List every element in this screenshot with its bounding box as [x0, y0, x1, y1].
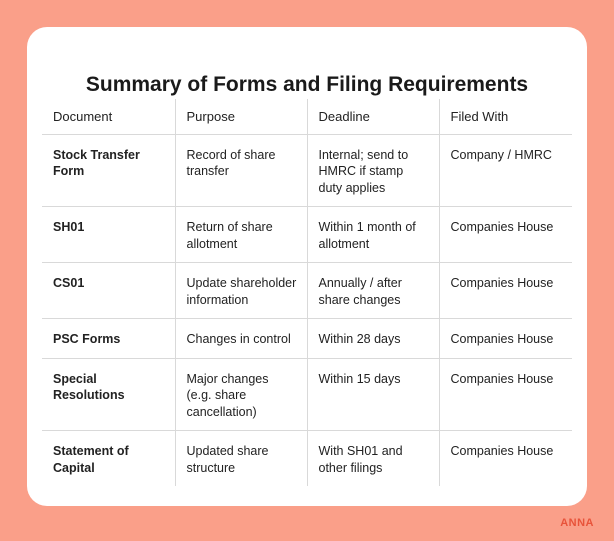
table-row [42, 358, 572, 431]
cell-purpose: Updated share structure [175, 431, 307, 487]
summary-card [27, 27, 587, 506]
cell-filed-with: Companies House [439, 319, 572, 359]
table-row [42, 319, 572, 359]
table-row [42, 263, 572, 319]
cell-document: PSC Forms [42, 319, 175, 359]
cell-purpose: Return of share allotment [175, 207, 307, 263]
header-filed-with: Filed With [439, 99, 572, 134]
header-purpose: Purpose [175, 99, 307, 134]
table-row [42, 134, 572, 207]
cell-deadline: With SH01 and other filings [307, 431, 439, 487]
cell-filed-with: Companies House [439, 263, 572, 319]
header-document: Document [42, 99, 175, 134]
cell-document: Special Resolutions [42, 358, 175, 431]
brand-logo: ANNA [560, 517, 594, 529]
header-deadline: Deadline [307, 99, 439, 134]
cell-deadline: Internal; send to HMRC if stamp duty applies [307, 134, 439, 207]
table-row [42, 207, 572, 263]
cell-purpose: Record of share transfer [175, 134, 307, 207]
table-row [42, 431, 572, 487]
table-header-row [42, 99, 572, 134]
page-title: Summary of Forms and Filing Requirements [85, 73, 529, 96]
cell-filed-with: Companies House [439, 431, 572, 487]
cell-document: Statement of Capital [53, 444, 129, 475]
cell-filed-with: Company / HMRC [439, 134, 572, 207]
cell-purpose: Update shareholder information [175, 263, 307, 319]
cell-document: Stock Transfer Form [42, 134, 175, 207]
cell-deadline: Within 1 month of allotment [307, 207, 439, 263]
cell-purpose: Changes in control [175, 319, 307, 359]
filing-requirements-table [42, 99, 572, 486]
cell-deadline: Within 15 days [307, 358, 439, 431]
cell-deadline: Within 28 days [307, 319, 439, 359]
cell-document: CS01 [42, 263, 175, 319]
cell-filed-with: Companies House [439, 207, 572, 263]
cell-filed-with: Companies House [439, 358, 572, 431]
cell-deadline: Annually / after share changes [307, 263, 439, 319]
cell-purpose: Major changes (e.g. share cancellation) [175, 358, 307, 431]
cell-document: SH01 [42, 207, 175, 263]
